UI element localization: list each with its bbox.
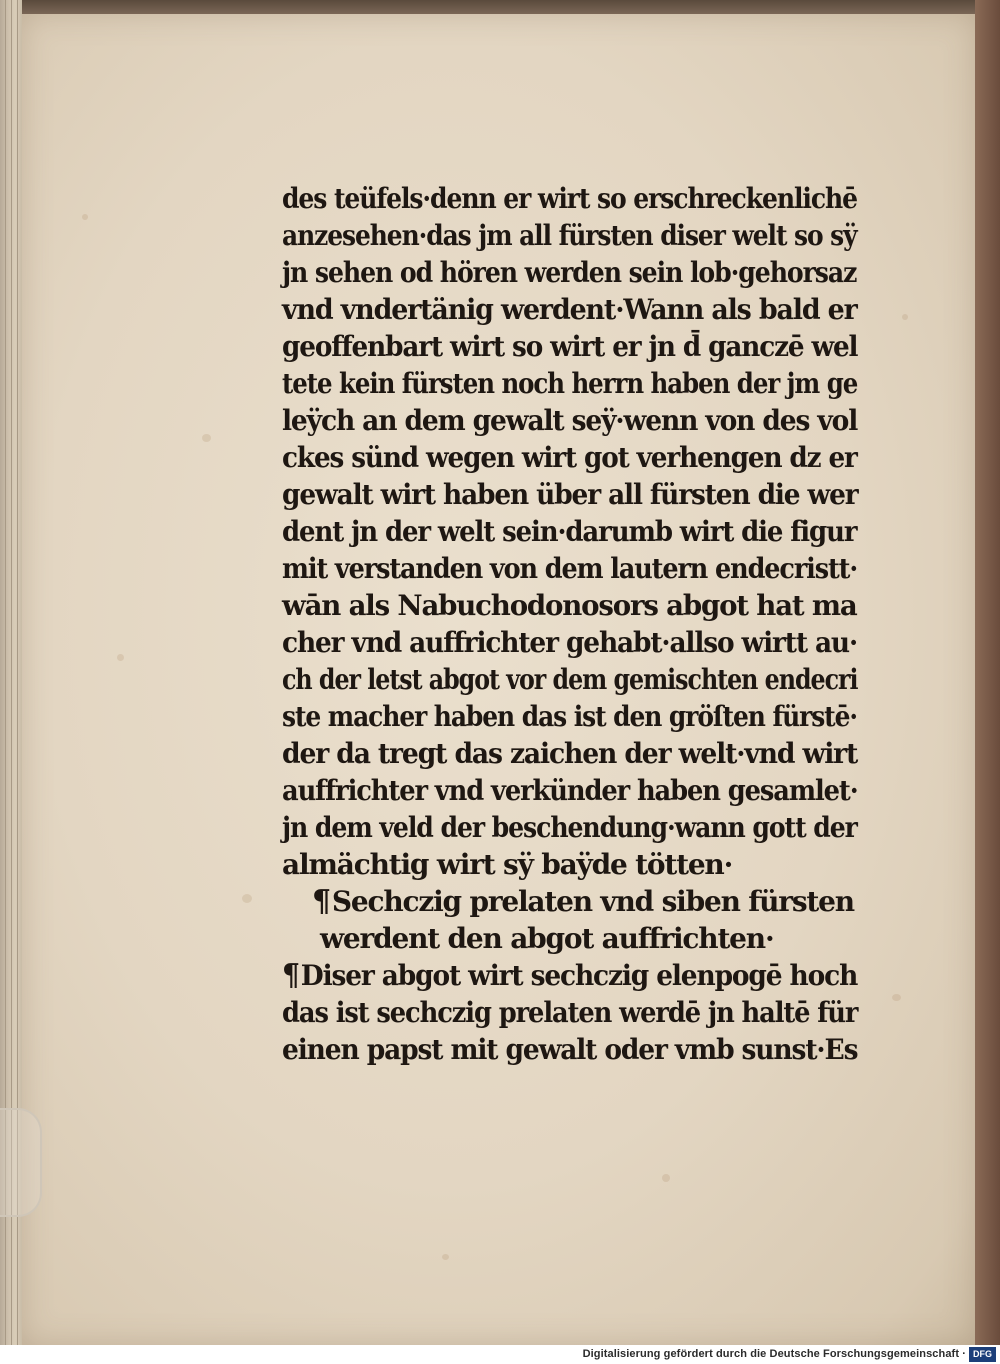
text-line: des teüfels·denn er wirt so erschreckenlichē (282, 182, 857, 215)
text-line: wān als Nabuchodonosors abgot hat ma (282, 589, 857, 622)
paper-spot (892, 994, 901, 1001)
text-line: der da tregt das zaichen der welt·vnd wirt (282, 737, 858, 770)
text-line: almächtig wirt sÿ baÿde tötten· (282, 848, 733, 881)
paper-spot (242, 894, 252, 903)
text-line: ckes sünd wegen wirt got verhengen dz er (282, 441, 857, 474)
text-line: geoffenbart wirt so wirt er jn d̄ ganczē wel (282, 330, 858, 363)
book-binding-edge (975, 0, 1000, 1345)
text-line: jn sehen od hören werden sein lob·gehorsaz (282, 256, 857, 289)
paper-spot (442, 1254, 449, 1260)
rubric-line: werdent den abgot auffrichten· (320, 922, 774, 955)
text-line: leÿch an dem gewalt seÿ·wenn von des vol (282, 404, 858, 437)
text-line: tete kein fürsten noch herrn haben der jm ge (282, 367, 858, 400)
text-line: gewalt wirt haben über all fürsten die wer (282, 478, 858, 511)
paragraph-text: Diser abgot wirt sechczig elenpogē hoch (300, 959, 858, 992)
paper-spot (82, 214, 88, 220)
paper-spot (902, 314, 908, 320)
paper-spot (117, 654, 124, 661)
dfg-logo-icon: DFG (969, 1347, 996, 1362)
paper-spot (202, 434, 211, 442)
pilcrow-mark: ¶ (282, 958, 299, 993)
text-line: anzesehen·das jm all fürsten diser welt so sÿ (282, 219, 857, 252)
text-line: mit verstanden von dem lautern endecristt· (282, 552, 858, 585)
text-line: dent jn der welt sein·darumb wirt die figur (282, 515, 857, 548)
text-line: ch der letst abgot vor dem gemischten endecri (282, 663, 858, 696)
paper-spot (662, 1174, 670, 1182)
pilcrow-mark: ¶ (312, 884, 330, 919)
text-line: cher vnd auffrichter gehabt·allso wirtt au· (282, 626, 858, 659)
book-top-edge (0, 0, 1000, 14)
text-line: jn dem veld der beschendung·wann gott der (282, 811, 857, 844)
paragraph-line (282, 957, 857, 994)
text-line: ste macher haben das ist den gröſten fürstē· (282, 700, 858, 733)
text-line: auffrichter vnd verkünder haben gesamlet· (282, 774, 858, 807)
paragraph-line: einen papst mit gewalt oder vmb sunst·Es (282, 1033, 858, 1066)
paragraph-line: das ist sechczig prelaten werdē jn haltē für (282, 996, 858, 1029)
text-line: vnd vndertänig werdent·Wann als bald er (282, 293, 857, 326)
book-clasp (0, 1108, 42, 1217)
rubric-text: Sechczig prelaten vnd siben fürsten (331, 885, 854, 918)
rubric-line (312, 883, 854, 920)
footer-credit: Digitalisierung gefördert durch die Deutsche Forschungsgemeinschaft · (582, 1348, 966, 1360)
